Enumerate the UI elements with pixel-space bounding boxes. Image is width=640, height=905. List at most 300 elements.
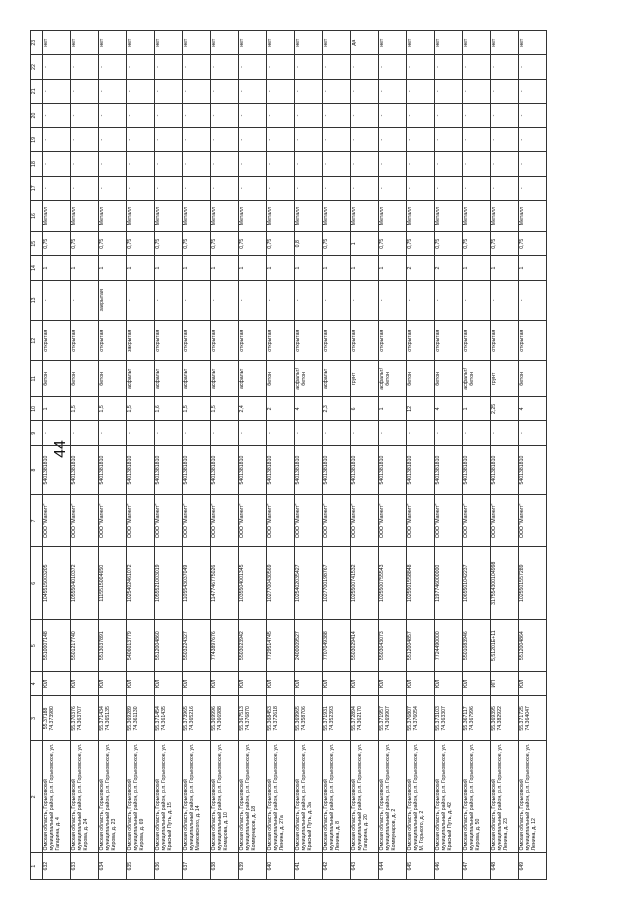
table-cell: - [519, 152, 547, 176]
table-cell: - [211, 280, 239, 320]
table-cell: 634 [99, 853, 127, 880]
table-cell: - [379, 79, 407, 103]
table-cell: 55.370376 74.363707 [71, 696, 99, 741]
table-cell: ООО "Магнит" [351, 495, 379, 547]
table-cell: 1 [463, 397, 491, 421]
table-cell: 5401381810 [379, 445, 407, 495]
table-cell: 641 [295, 853, 323, 880]
table-cell: асфальт [323, 361, 351, 397]
table-cell: 5401381810 [435, 445, 463, 495]
table-cell: ООО "Магнит" [519, 495, 547, 547]
table-cell: 1 [295, 256, 323, 280]
table-cell: - [71, 103, 99, 127]
table-cell: ЮЛ [211, 672, 239, 696]
table-cell: 55.367117 74.367996 [463, 696, 491, 741]
table-cell: ЮЛ [379, 672, 407, 696]
table-cell: нет [519, 31, 547, 55]
table-cell: - [183, 103, 211, 127]
table-cell: 1 [491, 256, 519, 280]
table-cell: открытая [379, 321, 407, 361]
table-cell: - [267, 128, 295, 152]
table-cell: - [491, 103, 519, 127]
table-cell: 55.369965 74.358706 [295, 696, 323, 741]
table-cell: - [43, 152, 71, 176]
table-cell: 0,75 [155, 232, 183, 256]
table-cell: - [127, 176, 155, 200]
table-cell: 1115515004650 [99, 547, 127, 620]
table-cell: 1027700430569 [267, 547, 295, 620]
table-cell: 6 [351, 397, 379, 421]
table-cell: 1 [43, 256, 71, 280]
table-cell: Омская область, Горьковский муниципальный район, р.п. Горьковское, ул. Кирова, д. 23 [99, 741, 127, 853]
table-cell: - [127, 79, 155, 103]
table-cell: - [323, 103, 351, 127]
table-cell: - [407, 55, 435, 79]
table-cell: - [491, 421, 519, 445]
table-cell: 2400009527 [295, 620, 323, 672]
table-cell: Омская область, Горьковский муниципальный район, р.п. Горьковское, ул. Комарова, д. 10 [211, 741, 239, 853]
table-cell: закрытая [127, 321, 155, 361]
table-cell: Омская область, Горьковский муниципальный район, р.п. Горьковское, ул. Ленина, д. 12 [519, 741, 547, 853]
table-cell: 0,75 [323, 232, 351, 256]
table-cell: - [211, 176, 239, 200]
table-cell: 5401381810 [407, 445, 435, 495]
table-cell: - [155, 103, 183, 127]
table-cell: - [379, 421, 407, 445]
table-cell: 55.371725 74.364047 [519, 696, 547, 741]
table-cell: ООО "Магнит" [407, 495, 435, 547]
table-cell: 1 [183, 256, 211, 280]
table-cell: - [71, 152, 99, 176]
table-cell: - [379, 152, 407, 176]
table-cell: 2,4 [239, 397, 267, 421]
table-cell: - [267, 55, 295, 79]
table-cell: - [295, 176, 323, 200]
table-cell: - [43, 280, 71, 320]
table-cell: - [491, 280, 519, 320]
table-row [267, 31, 295, 880]
table-cell: Омская область, Горьковский муниципальный район, р.п. Горьковское, ул. Красный Путь, д. 15 [155, 741, 183, 853]
table-cell: - [407, 128, 435, 152]
table-row [211, 31, 239, 880]
table-cell: 55.369289 74.361130 [127, 696, 155, 741]
table-cell: - [491, 176, 519, 200]
table-cell: 1,5 [183, 397, 211, 421]
table-cell: - [519, 280, 547, 320]
table-cell: открытая [435, 321, 463, 361]
table-cell: - [71, 128, 99, 152]
table-cell: асфальт/бетон [463, 361, 491, 397]
table-cell: 5401381810 [267, 445, 295, 495]
table-cell: 635 [127, 853, 155, 880]
table-cell: - [491, 55, 519, 79]
table-cell: 1 [71, 256, 99, 280]
table-cell: 1 [379, 256, 407, 280]
table-cell: Омская область, Горьковский муниципальный район, р.п. Горьковское, ул. Кирова, д. 50 [463, 741, 491, 853]
table-cell: асфальт/бетон [379, 361, 407, 397]
table-cell: нет [435, 31, 463, 55]
registry-table [30, 30, 547, 880]
table-cell: ООО "Магнит" [71, 495, 99, 547]
table-cell: 317554300104998 [491, 547, 519, 620]
table-cell: 1025402461072 [127, 547, 155, 620]
table-cell: - [351, 421, 379, 445]
table-cell: - [183, 128, 211, 152]
table-cell: Омская область, Горьковский муниципальный район, р.п. Горьковское, ул. М. Горького, д. 2 [407, 741, 435, 853]
table-cell: 55.369395 74.382922 [491, 696, 519, 741]
table-cell: ООО "Магнит" [435, 495, 463, 547]
table-cell: ЮЛ [351, 672, 379, 696]
table-cell: ЮЛ [99, 672, 127, 696]
table-cell: 5512004857 [407, 620, 435, 672]
table-cell: 5401381810 [323, 445, 351, 495]
table-cell: 1 [463, 256, 491, 280]
table-cell: ЮЛ [127, 672, 155, 696]
table-cell: - [211, 79, 239, 103]
table-cell: 633 [71, 853, 99, 880]
table-cell: Металл [99, 200, 127, 231]
table-cell: - [155, 55, 183, 79]
table-cell: - [491, 152, 519, 176]
table-cell: Металл [295, 200, 323, 231]
table-cell: нет [211, 31, 239, 55]
column-header: 11 [31, 361, 43, 397]
table-cell: 643 [351, 853, 379, 880]
table-cell: 7724490000 [435, 620, 463, 672]
table-cell: 2 [435, 256, 463, 280]
table-cell: ООО "Магнит" [491, 495, 519, 547]
table-cell: 1 [155, 256, 183, 280]
table-cell: 1 [127, 256, 155, 280]
table-cell: Омская область, Горьковский муниципальный район, р.п. Горьковское, ул. Ленина, д. 23 [491, 741, 519, 853]
table-cell: - [491, 79, 519, 103]
table-cell: асфальт [211, 361, 239, 397]
table-cell: - [463, 176, 491, 200]
table-cell: нет [239, 31, 267, 55]
table-cell: 5512004864 [519, 620, 547, 672]
table-cell: - [267, 79, 295, 103]
table-cell: Металл [351, 200, 379, 231]
table-cell: открытая [519, 321, 547, 361]
table-cell: - [239, 79, 267, 103]
table-cell: ЮЛ [323, 672, 351, 696]
table-cell: Омская область, Горьковский муниципальный район, р.п. Горьковское, ул. Кирова, д. 24 [71, 741, 99, 853]
column-header: 6 [31, 547, 43, 620]
table-cell: - [463, 421, 491, 445]
page-number: 44 [51, 440, 69, 458]
table-cell: 1065501042237 [463, 547, 491, 620]
table-cell: 55.371931 74.352393 [323, 696, 351, 741]
table-cell: - [155, 176, 183, 200]
table-row [183, 31, 211, 880]
table-row [239, 31, 267, 880]
table-cell: 1,5 [211, 397, 239, 421]
table-cell: нет [463, 31, 491, 55]
table-cell: открытая [463, 321, 491, 361]
table-cell: 644 [379, 853, 407, 880]
table-cell: 0,75 [239, 232, 267, 256]
table-cell: - [155, 79, 183, 103]
table-cell: Металл [71, 200, 99, 231]
table-row [379, 31, 407, 880]
table-cell: ООО "Магнит" [379, 495, 407, 547]
table-cell: 1 [43, 397, 71, 421]
table-cell: 646 [435, 853, 463, 880]
table-cell: - [43, 128, 71, 152]
table-cell: - [71, 421, 99, 445]
table-cell: 55.373965 74.365216 [183, 696, 211, 741]
table-cell: Металл [463, 200, 491, 231]
table-cell: Металл [211, 200, 239, 231]
table-cell: 1 [351, 256, 379, 280]
table-cell: открытая [239, 321, 267, 361]
column-header: 10 [31, 397, 43, 421]
table-cell: - [183, 176, 211, 200]
table-cell: грунт [491, 361, 519, 397]
table-cell: Омская область, Горьковский муниципальный район, р.п. Горьковское, ул. Кирова, д. 69 [127, 741, 155, 853]
table-cell: - [71, 176, 99, 200]
column-header: 4 [31, 672, 43, 696]
table-cell: - [71, 55, 99, 79]
table-cell: нет [43, 31, 71, 55]
table-cell: Омская область, Горьковский муниципальный район, р.п. Горьковское, ул. Ленина, д. 27а [267, 741, 295, 853]
table-cell: ЮЛ [239, 672, 267, 696]
table-cell: 1 [323, 256, 351, 280]
table-cell: 5401381810 [183, 445, 211, 495]
table-cell: - [239, 421, 267, 445]
table-cell: 5503023942 [239, 620, 267, 672]
table-cell: - [463, 55, 491, 79]
table-cell: да [351, 31, 379, 55]
table-cell: бетон [407, 361, 435, 397]
table-cell: 7707049388 [323, 620, 351, 672]
table-cell: - [463, 79, 491, 103]
table-cell: 1045515003205 [43, 547, 71, 620]
table-cell: 5501083946 [463, 620, 491, 672]
table-cell: грунт [351, 361, 379, 397]
table-cell: - [155, 152, 183, 176]
table-cell: - [267, 421, 295, 445]
column-header: 7 [31, 495, 43, 547]
table-cell: 5510007148 [43, 620, 71, 672]
column-header: 12 [31, 321, 43, 361]
table-cell: ЮЛ [435, 672, 463, 696]
table-cell: 1 [379, 397, 407, 421]
table-cell: 640 [267, 853, 295, 880]
table-cell: ООО "Магнит" [43, 495, 71, 547]
table-cell: ЮЛ [71, 672, 99, 696]
table-cell: 0,75 [435, 232, 463, 256]
table-cell: - [435, 421, 463, 445]
table-cell: - [407, 421, 435, 445]
table-cell: Металл [407, 200, 435, 231]
table-cell: - [155, 421, 183, 445]
table-cell: ЮЛ [519, 672, 547, 696]
table-cell: 5401381810 [127, 445, 155, 495]
column-header: 14 [31, 256, 43, 280]
table-cell: нет [295, 31, 323, 55]
table-cell: 5401381810 [71, 445, 99, 495]
table-cell: - [435, 280, 463, 320]
table-cell: 1 [99, 256, 127, 280]
table-cell: - [155, 128, 183, 152]
table-cell: 5401381810 [463, 445, 491, 495]
table-cell: - [239, 128, 267, 152]
table-row [43, 31, 71, 880]
table-row [519, 31, 547, 880]
table-cell: 0,75 [379, 232, 407, 256]
table-cell: 1,5 [99, 397, 127, 421]
table-cell: - [239, 152, 267, 176]
table-cell: бетон [267, 361, 295, 397]
table-cell: - [519, 421, 547, 445]
table-row [71, 31, 99, 880]
table-cell: 5401381810 [491, 445, 519, 495]
table-cell: - [267, 176, 295, 200]
table-cell: 1147746775026 [211, 547, 239, 620]
table-cell: ЮЛ [267, 672, 295, 696]
table-cell: бетон [99, 361, 127, 397]
table-cell: асфальт [155, 361, 183, 397]
table-cell: 1 [211, 256, 239, 280]
table-cell: - [127, 280, 155, 320]
table-cell: Омская область, Горьковский муниципальный район, р.п. Горьковское, ул. Ленина, д. 8 [323, 741, 351, 853]
table-cell: 1055521003019 [155, 547, 183, 620]
table-cell: открытая [99, 321, 127, 361]
table-cell: - [407, 79, 435, 103]
table-cell: Металл [127, 200, 155, 231]
table-cell: Омская область, Горьковский муниципальный район, р.п. Горьковское, ул. Коммунаров, д. 18 [239, 741, 267, 853]
table-cell: - [351, 176, 379, 200]
table-cell: - [211, 55, 239, 79]
table-cell: - [295, 103, 323, 127]
table-cell: 0,75 [519, 232, 547, 256]
table-cell: 1025501557289 [519, 547, 547, 620]
table-cell: нет [99, 31, 127, 55]
table-cell: 5503043073 [379, 620, 407, 672]
table-cell: Металл [323, 200, 351, 231]
table-cell: ООО "Магнит" [239, 495, 267, 547]
table-cell: ИП [491, 672, 519, 696]
table-cell: - [435, 152, 463, 176]
column-header: 23 [31, 31, 43, 55]
table-cell: - [351, 79, 379, 103]
table-cell: 1 [239, 256, 267, 280]
table-cell: 1035504001345 [239, 547, 267, 620]
table-cell: нет [267, 31, 295, 55]
table-cell: - [463, 152, 491, 176]
table-cell: - [323, 280, 351, 320]
table-row [463, 31, 491, 880]
table-cell: 5401381810 [519, 445, 547, 495]
column-header: 5 [31, 620, 43, 672]
table-cell: - [323, 176, 351, 200]
table-cell: - [127, 152, 155, 176]
table-cell: - [155, 280, 183, 320]
table-cell: 1 [267, 256, 295, 280]
table-cell: - [71, 79, 99, 103]
column-header: 20 [31, 103, 43, 127]
table-cell: открытая [43, 321, 71, 361]
table-cell: - [379, 280, 407, 320]
table-cell: 5401381810 [155, 445, 183, 495]
table-cell: нет [323, 31, 351, 55]
table-cell: Металл [267, 200, 295, 231]
table-cell: ООО "Магнит" [155, 495, 183, 547]
table-cell: 1055504010372 [71, 547, 99, 620]
table-cell: открытая [211, 321, 239, 361]
table-cell: 0,75 [99, 232, 127, 256]
table-cell: 7743897676 [211, 620, 239, 672]
table-cell: - [43, 421, 71, 445]
table-cell: - [295, 128, 323, 152]
table-cell: 0,75 [71, 232, 99, 256]
table-cell: открытая [71, 321, 99, 361]
table-cell: 5401381810 [43, 445, 71, 495]
table-row [435, 31, 463, 880]
table-cell: 2,3 [323, 397, 351, 421]
table-cell: асфальт [127, 361, 155, 397]
table-cell: 636 [155, 853, 183, 880]
table-cell: 55.371434 74.365135 [99, 696, 127, 741]
table-cell: - [323, 128, 351, 152]
table-cell: - [435, 103, 463, 127]
table-cell: - [43, 79, 71, 103]
table-cell: - [211, 421, 239, 445]
table-cell: - [323, 55, 351, 79]
table-cell: ЮЛ [43, 672, 71, 696]
table-cell: открытая [323, 321, 351, 361]
table-cell: асфальт [183, 361, 211, 397]
table-cell: - [379, 103, 407, 127]
table-cell: Омская область, Горьковский муниципальный район, р.п. Горьковское, ул. Гагарина, д. 20 [351, 741, 379, 853]
table-cell: открытая [155, 321, 183, 361]
table-cell: - [99, 79, 127, 103]
table-cell: - [463, 128, 491, 152]
table-cell: - [211, 152, 239, 176]
table-cell: - [463, 103, 491, 127]
table-cell: - [183, 152, 211, 176]
column-header: 13 [31, 280, 43, 320]
table-cell: 7729514745 [267, 620, 295, 672]
table-cell: - [183, 79, 211, 103]
table-cell: ООО "Магнит" [127, 495, 155, 547]
table-cell: ООО "Магнит" [267, 495, 295, 547]
table-row [491, 31, 519, 880]
registry-table-rotated [30, 0, 610, 880]
table-cell: - [99, 128, 127, 152]
table-cell: - [295, 152, 323, 176]
table-cell: Металл [155, 200, 183, 231]
column-header: 16 [31, 200, 43, 231]
table-cell: - [407, 152, 435, 176]
table-cell: открытая [351, 321, 379, 361]
table-cell: ООО "Магнит" [323, 495, 351, 547]
table-cell: открытая [491, 321, 519, 361]
table-cell: 639 [239, 853, 267, 880]
table-cell: - [183, 280, 211, 320]
table-cell: - [239, 280, 267, 320]
table-cell: 55.37188 74.373980 [43, 696, 71, 741]
table-cell: Омская область, Горьковский муниципальный район, р.п. Горьковское, ул. Маяковского, д. 14 [183, 741, 211, 853]
table-cell: - [351, 280, 379, 320]
table-row [155, 31, 183, 880]
table-cell: - [239, 103, 267, 127]
table-cell: 0,75 [211, 232, 239, 256]
table-cell: ЮЛ [183, 672, 211, 696]
table-row [323, 31, 351, 880]
table-cell: 55.369996 74.366988 [211, 696, 239, 741]
